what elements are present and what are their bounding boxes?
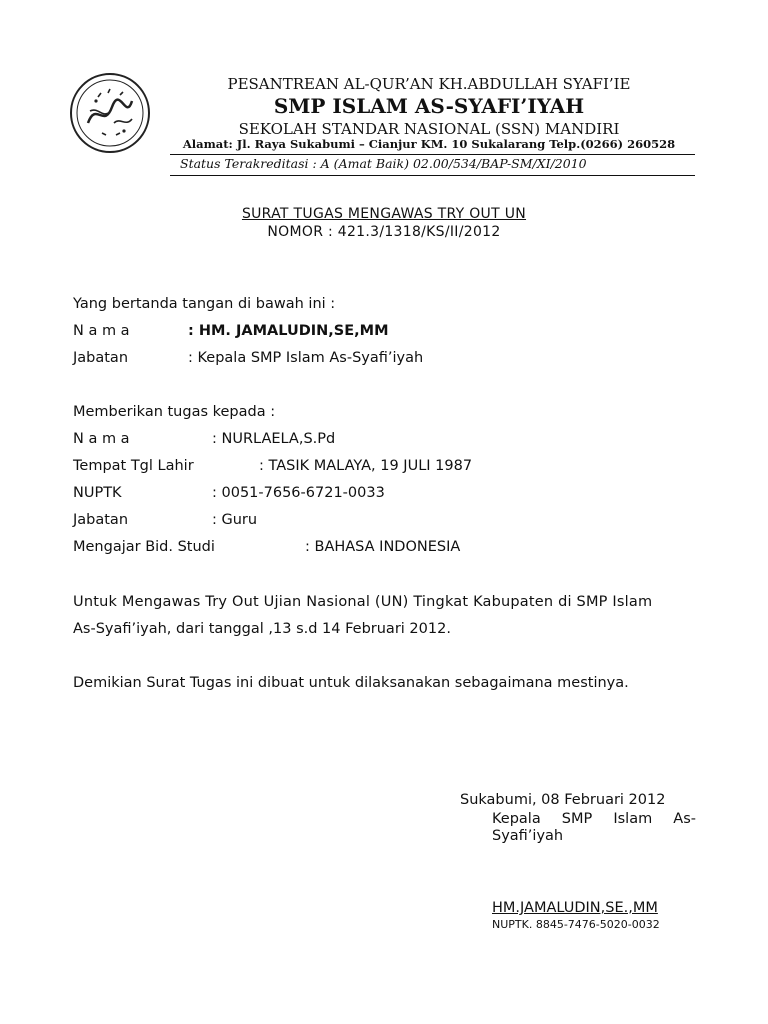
assignee-subject-label: Mengajar Bid. Studi [73,539,215,555]
assignee-birth-value: : TASIK MALAYA, 19 JULI 1987 [259,458,473,474]
accreditation-status: Status Terakreditasi : A (Amat Baik) 02.00/534/BAP-SM/XI/2010 [180,156,587,171]
assignee-name-label: N a m a [73,431,130,447]
signature-nuptk: NUPTK. 8845-7476-5020-0032 [492,918,660,931]
letterhead-divider-bottom [170,175,695,176]
signature-place-date: Sukabumi, 08 Februari 2012 [460,792,666,808]
signer-position-label: Jabatan [73,350,129,366]
closing-statement: Demikian Surat Tugas ini dibuat untuk dilaksanakan sebagaimana mestinya. [73,675,629,691]
assign-intro: Memberikan tugas kepada : [73,404,276,420]
school-seal-icon [68,71,152,155]
letter-title: SURAT TUGAS MENGAWAS TRY OUT UN [241,206,527,222]
assignee-nuptk-label: NUPTK [73,485,122,501]
letterhead-divider-top [170,154,695,155]
signer-position-value: : Kepala SMP Islam As-Syafi’iyah [188,350,424,366]
purpose-line-1: Untuk Mengawas Try Out Ujian Nasional (UN) Tingkat Kabupaten di SMP Islam [73,594,653,610]
institution-name: PESANTREAN AL-QUR’AN KH.ABDULLAH SYAFI’IE [227,75,631,93]
school-address: Alamat: Jl. Raya Sukabumi – Cianjur KM. 10 Sukalarang Telp.(0266) 260528 [182,137,676,151]
assignee-position-value: : Guru [212,512,258,528]
signer-name-label: N a m a [73,323,130,339]
assignee-subject-value: : BAHASA INDONESIA [305,539,461,555]
signer-name-value: : HM. JAMALUDIN,SE,MM [188,323,389,339]
signature-role-line-1: Kepala SMP Islam As- [492,811,696,827]
assignee-nuptk-value: : 0051-7656-6721-0033 [212,485,385,501]
school-name: SMP ISLAM AS-SYAFI’IYAH [273,94,585,118]
letter-number: NOMOR : 421.3/1318/KS/II/2012 [267,224,501,240]
assignee-position-label: Jabatan [73,512,129,528]
school-category: SEKOLAH STANDAR NASIONAL (SSN) MANDIRI [238,120,620,138]
purpose-line-2: As-Syafi’iyah, dari tanggal ,13 s.d 14 Februari 2012. [73,621,451,637]
assignee-birth-label: Tempat Tgl Lahir [73,458,194,474]
signature-name: HM.JAMALUDIN,SE.,MM [492,900,658,916]
signature-role-line-2: Syafi’iyah [492,828,564,844]
signer-intro: Yang bertanda tangan di bawah ini : [73,296,336,312]
assignee-name-value: : NURLAELA,S.Pd [212,431,336,447]
